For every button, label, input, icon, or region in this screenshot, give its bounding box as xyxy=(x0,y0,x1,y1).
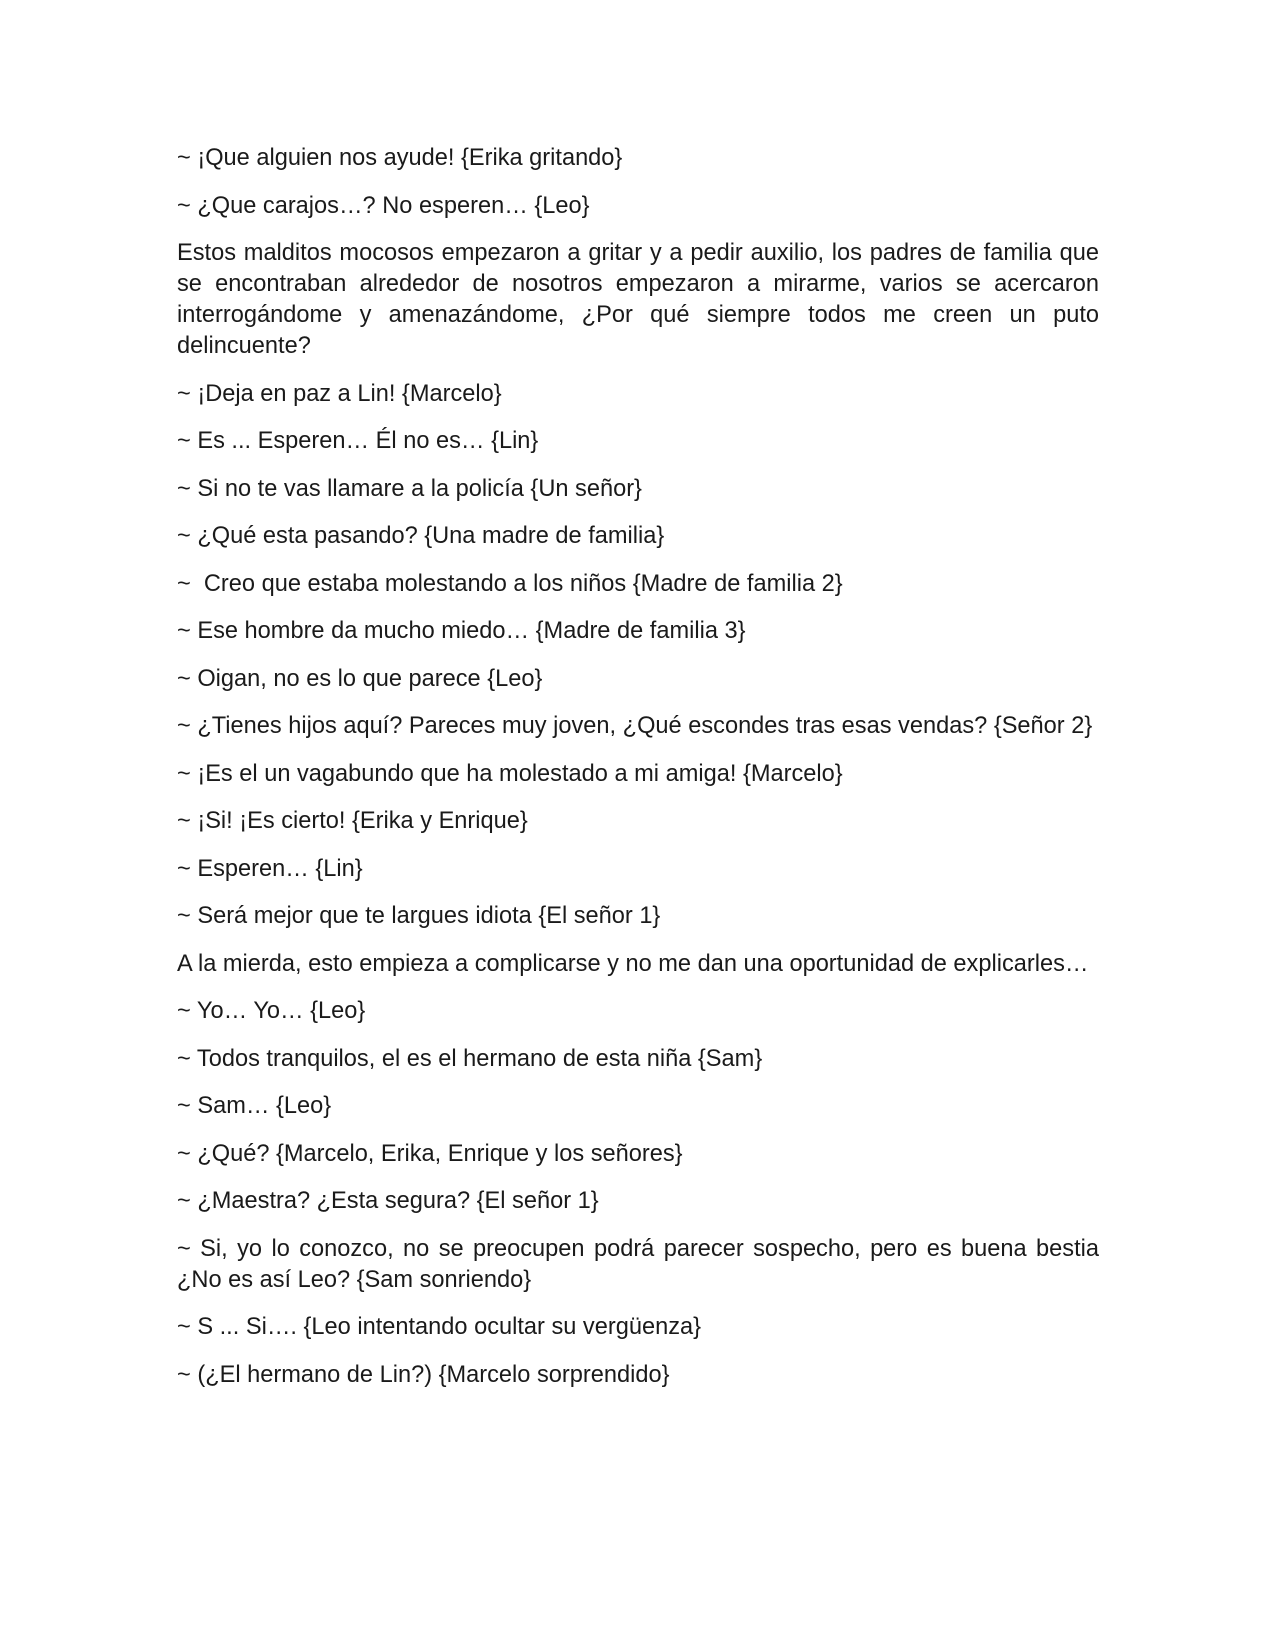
dialogue-line: ~ ¡Si! ¡Es cierto! {Erika y Enrique} xyxy=(177,808,528,834)
dialogue-line: ~ Todos tranquilos, el es el hermano de esta niña {Sam} xyxy=(177,1045,763,1072)
dialogue-line: ~ Sam… {Leo} xyxy=(177,1093,332,1119)
dialogue-line: ~ ¡Deja en paz a Lin! {Marcelo} xyxy=(177,380,502,407)
dialogue-line: ~ Esperen… {Lin} xyxy=(177,855,363,882)
dialogue-line: ~ ¿Maestra? ¿Esta segura? {El señor 1} xyxy=(177,1188,599,1214)
dialogue-line: ~ ¿Que carajos…? No esperen… {Leo} xyxy=(177,192,590,219)
dialogue-line: ~ Ese hombre da mucho miedo… {Madre de familia 3} xyxy=(177,618,746,644)
dialogue-line: ~ Si no te vas llamare a la policía {Un señor} xyxy=(177,475,642,502)
dialogue-line: ~ Oigan, no es lo que parece {Leo} xyxy=(177,665,543,692)
dialogue-line: ~ Si, yo lo conozco, no se preocupen podrá parecer sospecho, pero es buena bestia ¿No es así Leo? {Sam sonriendo} xyxy=(177,1235,1099,1293)
dialogue-line: ~ ¡Que alguien nos ayude! {Erika gritando} xyxy=(177,145,623,171)
text-body xyxy=(177,143,1099,1407)
dialogue-line: ~ ¡Es el un vagabundo que ha molestado a mi amiga! {Marcelo} xyxy=(177,760,843,787)
dialogue-line: ~ Yo… Yo… {Leo} xyxy=(177,998,366,1024)
dialogue-line: ~ Es ... Esperen… Él no es… {Lin} xyxy=(177,428,539,454)
dialogue-line: ~ (¿El hermano de Lin?) {Marcelo sorprendido} xyxy=(177,1361,670,1388)
narration-paragraph: Estos malditos mocosos empezaron a gritar y a pedir auxilio, los padres de familia que se encontraban alrededor de nosotros empezaron a mirarme, varios se acercaron interrogándome y amenazándome, ¿Por qué siempre todos me creen un puto delincuente? xyxy=(177,240,1099,359)
narration-paragraph: A la mierda, esto empieza a complicarse y no me dan una oportunidad de explicarles… xyxy=(177,950,1089,977)
dialogue-line: ~ ¿Qué? {Marcelo, Erika, Enrique y los señores} xyxy=(177,1140,683,1167)
dialogue-line: ~ Será mejor que te largues idiota {El señor 1} xyxy=(177,903,661,929)
dialogue-line: ~ ¿Qué esta pasando? {Una madre de familia} xyxy=(177,523,665,549)
dialogue-line: ~ Creo que estaba molestando a los niños {Madre de familia 2} xyxy=(177,570,843,597)
dialogue-line: ~ S ... Si…. {Leo intentando ocultar su vergüenza} xyxy=(177,1314,701,1340)
dialogue-line: ~ ¿Tienes hijos aquí? Pareces muy joven, ¿Qué escondes tras esas vendas? {Señor 2} xyxy=(177,713,1093,739)
